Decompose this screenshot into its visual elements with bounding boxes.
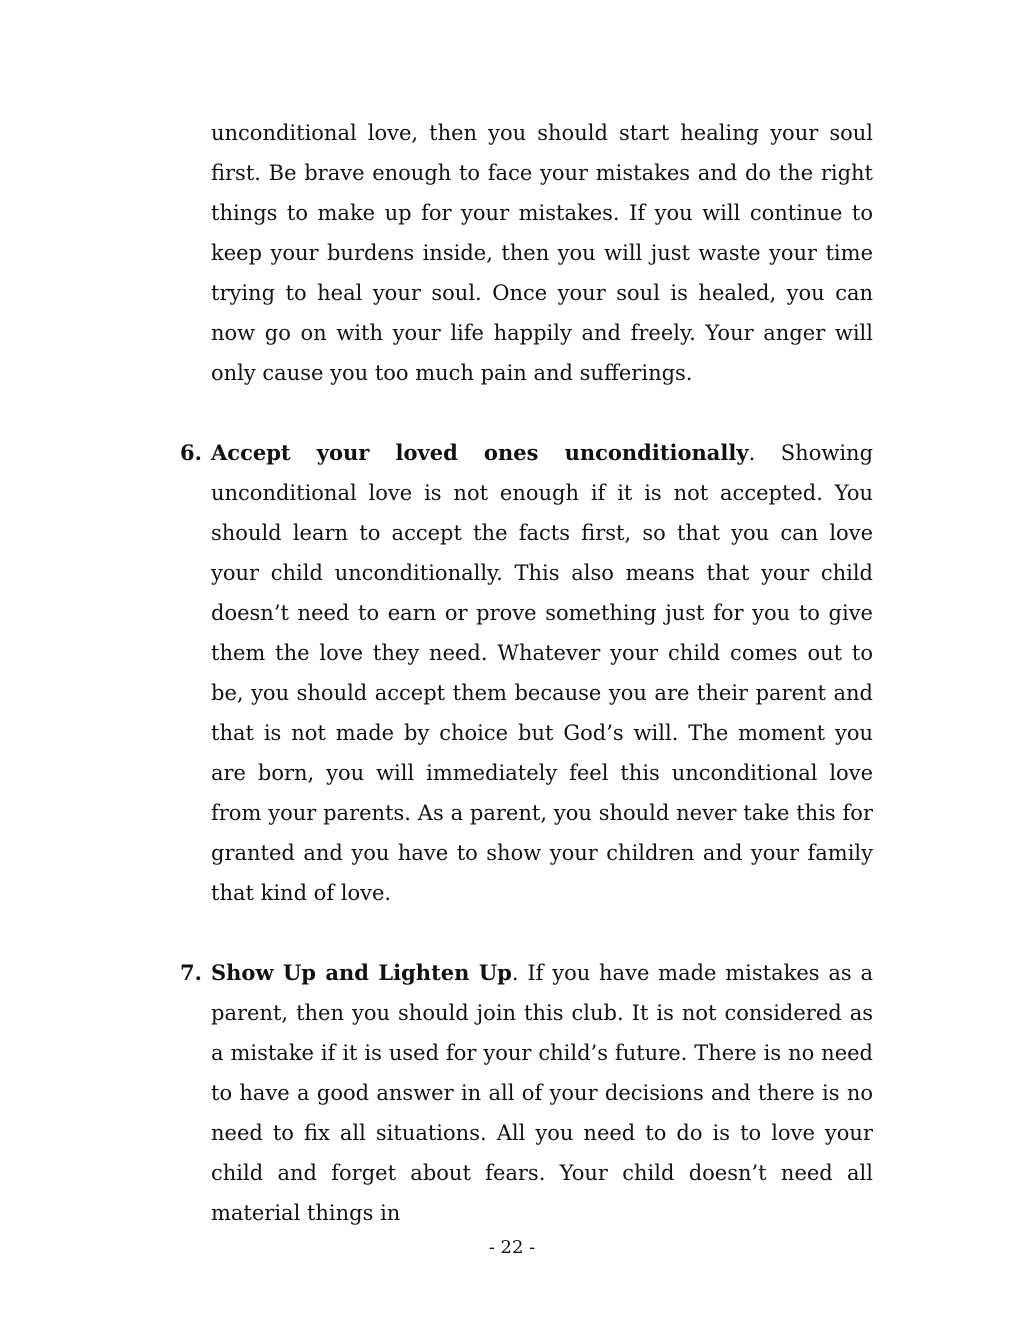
item-title: Show Up and Lighten Up <box>211 960 512 985</box>
list-item-7 <box>180 953 873 1233</box>
list-item-text <box>211 953 873 1233</box>
list-number: 6. <box>180 440 202 465</box>
list-item-6 <box>180 433 874 913</box>
item-body: If you have made mistakes as a parent, then you should join this club. It is not considered as a mistake if it is used for your child’s future. There is no need to have a good answer in all of your decisions and there is no need to fix all situations. All you need to do is to love your child and forget about fears. Your child doesn’t need all material things in <box>211 961 873 1225</box>
list-number: 7. <box>180 960 202 985</box>
item-body: Showing unconditional love is not enough if it is not accepted. You should learn to accept the facts first, so that you can love your child unconditionally. This also means that your child doesn’t need to earn or prove something just for you to give them the love they need. Whatever your child comes out to be, you should accept them because you are their parent and that is not made by choice but God’s will. The moment you are born, you will immediately feel this unconditional love from your parents. As a parent, you should never take this for granted and you have to show your children and your family that kind of love. <box>211 441 874 905</box>
page-content <box>180 113 874 1233</box>
item-title: Accept your loved ones unconditionally <box>211 440 749 465</box>
list-item-text <box>211 433 873 913</box>
item-title-punct: . <box>748 441 756 465</box>
item-title-punct: . <box>511 961 519 985</box>
page-number: - 22 - <box>488 1237 536 1258</box>
continuation-paragraph: unconditional love, then you should start healing your soul first. Be brave enough to face your mistakes and do the right things to make up for your mistakes. If you will continue to keep your burdens inside, then you will just waste your time trying to heal your soul. Once your soul is healed, you can now go on with your life happily and freely. Your anger will only cause you too much pain and sufferings. <box>211 121 873 385</box>
